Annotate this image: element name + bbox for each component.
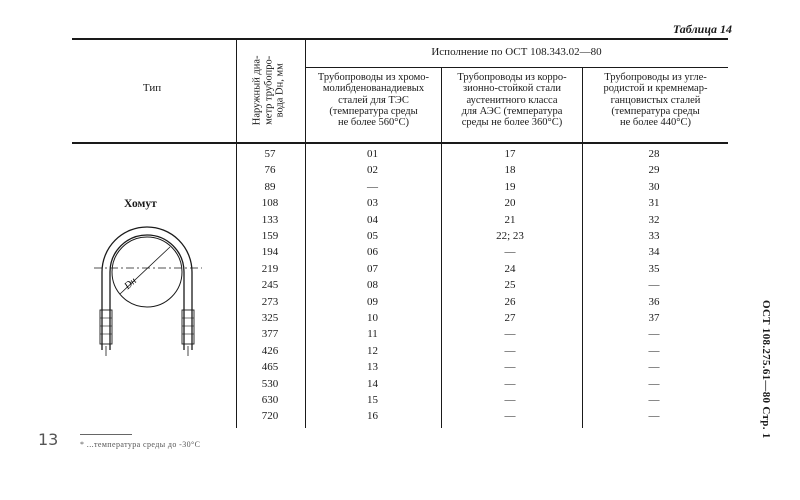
table-cell-c2: 27 xyxy=(504,312,516,324)
sub-header-line: зионно-стойкой стали xyxy=(462,83,562,95)
table-cell-c2: 26 xyxy=(504,295,516,308)
table-cell-c1: 11 xyxy=(367,328,378,341)
table-cell-c3: — xyxy=(648,377,660,390)
table-cell-c2: 17 xyxy=(504,148,516,160)
table-row xyxy=(238,197,728,214)
table-cell-c2: — xyxy=(504,377,516,390)
sub-header-line: Трубопроводы из угле- xyxy=(604,72,707,83)
table-row xyxy=(238,279,728,296)
table-cell-d: 159 xyxy=(261,230,279,242)
sub-header-line: (температура среды xyxy=(611,105,700,117)
sub-header-line: (температура среды xyxy=(329,105,418,117)
table-cell-d: 273 xyxy=(261,295,279,308)
table-cell-c2: 25 xyxy=(504,279,516,292)
table-row xyxy=(238,328,728,345)
table-cell-c1: — xyxy=(367,180,378,193)
table-cell-c2: 24 xyxy=(504,262,516,275)
sub-header-line: для АЭС (температура xyxy=(461,105,563,117)
sub-header-line: Трубопроводы из хромо- xyxy=(317,72,430,83)
table-cell-c2: — xyxy=(504,410,516,423)
sub-header-carbon xyxy=(583,72,728,129)
table-caption: Таблица 14 xyxy=(672,22,732,36)
table-row xyxy=(238,263,728,280)
table-cell-c3: 29 xyxy=(648,164,660,177)
table-cell-c3: — xyxy=(648,344,660,357)
table-cell-c2: 22; 23 xyxy=(496,230,524,242)
table-cell-c3: — xyxy=(648,394,660,406)
top-rule xyxy=(72,38,728,40)
table-cell-c1: 12 xyxy=(367,344,378,357)
table-cell-d: 720 xyxy=(261,410,279,423)
sub-header-aes xyxy=(442,72,582,129)
table-cell-c1: 05 xyxy=(367,230,378,242)
clamp-drawing xyxy=(90,222,210,362)
table-cell-c1: 13 xyxy=(367,361,378,374)
sub-header-tes xyxy=(306,72,441,129)
table-cell-c3: 35 xyxy=(648,262,660,275)
table-cell-d: 426 xyxy=(261,344,279,357)
table-cell-d: 219 xyxy=(261,262,279,275)
table-cell-c1: 06 xyxy=(367,246,378,259)
table-cell-c2: — xyxy=(504,344,516,357)
table-cell-c3: 34 xyxy=(648,246,660,259)
table-row xyxy=(238,214,728,231)
table-cell-c1: 01 xyxy=(367,148,378,160)
table-cell-d: 530 xyxy=(261,377,279,390)
table-cell-c1: 09 xyxy=(367,295,378,308)
table-cell-d: 245 xyxy=(261,279,279,292)
table-cell-c2: — xyxy=(504,246,516,259)
dn-symbol: Dн xyxy=(122,275,139,292)
table-cell-c3: 37 xyxy=(648,312,660,324)
header-bottom-rule xyxy=(72,142,728,144)
table-cell-c1: 07 xyxy=(367,262,378,275)
table-row xyxy=(238,230,728,247)
execution-rule xyxy=(305,67,728,68)
table-cell-d: 108 xyxy=(261,197,279,210)
table-cell-c2: — xyxy=(504,361,516,374)
table-cell-d: 89 xyxy=(264,180,276,193)
execution-header: Исполнение по ОСТ 108.343.02—80 xyxy=(431,46,602,58)
table-cell-c2: — xyxy=(504,328,516,341)
sub-header-line: родистой и кремнемар- xyxy=(603,83,708,95)
diameter-header-line: Наружный диа- xyxy=(251,55,263,125)
table-cell-d: 377 xyxy=(261,328,279,341)
table-row xyxy=(238,378,728,395)
table-cell-c3: — xyxy=(648,361,660,374)
table-cell-d: 57 xyxy=(264,148,276,160)
table-cell-d: 630 xyxy=(261,394,279,406)
table-cell-c3: 28 xyxy=(648,148,660,160)
sub-header-line: молибденованадиевых xyxy=(322,83,425,95)
table-cell-d: 76 xyxy=(264,164,276,177)
type-column-header: Тип xyxy=(142,82,162,94)
sub-header-line: сталей для ТЭС xyxy=(338,94,409,106)
table-cell-d: 325 xyxy=(261,312,279,324)
table-row xyxy=(238,361,728,378)
table-cell-c3: 33 xyxy=(648,230,660,242)
diameter-header-line: метр трубопро- xyxy=(263,55,275,125)
table-row xyxy=(238,296,728,313)
table-cell-d: 133 xyxy=(261,213,279,226)
table-cell-c3: 30 xyxy=(648,180,660,193)
table-row xyxy=(238,410,728,427)
sub-header-line: не более 560°С) xyxy=(338,117,409,129)
footnote: * ...температура среды до -30°С xyxy=(80,440,201,449)
table-row xyxy=(238,148,728,165)
table-cell-c2: — xyxy=(504,394,516,406)
table-cell-c3: — xyxy=(648,328,660,341)
table-cell-c1: 16 xyxy=(367,410,378,423)
table-cell-c1: 02 xyxy=(367,164,378,177)
table-cell-c2: 19 xyxy=(504,180,516,193)
table-cell-c1: 15 xyxy=(367,394,378,406)
table-row xyxy=(238,164,728,181)
table-cell-c1: 10 xyxy=(367,312,378,324)
sub-header-line: аустенитного класса xyxy=(466,94,558,106)
table-cell-d: 465 xyxy=(261,361,279,374)
table-cell-c1: 04 xyxy=(367,213,378,226)
table-cell-c1: 08 xyxy=(367,279,378,292)
table-cell-c2: 20 xyxy=(504,197,516,210)
table-row xyxy=(238,246,728,263)
diameter-column-header xyxy=(234,38,304,142)
table-cell-c3: 31 xyxy=(648,197,660,210)
table-cell-c3: — xyxy=(648,279,660,292)
side-standard-ref: ОСТ 108.275.61—80 Стр. 1 xyxy=(760,300,772,439)
table-cell-c1: 14 xyxy=(367,377,378,390)
footnote-rule xyxy=(80,434,132,435)
table-cell-d: 194 xyxy=(261,246,279,259)
sub-header-line: ганцовистых сталей xyxy=(610,94,701,106)
table-cell-c3: 36 xyxy=(648,295,660,308)
table-cell-c1: 03 xyxy=(367,197,378,210)
table-row xyxy=(238,345,728,362)
sub-header-line: не более 440°С) xyxy=(620,117,691,129)
clamp-type-label: Хомут xyxy=(124,198,157,210)
diameter-header-line: вода Dн, мм xyxy=(274,62,286,118)
table-row xyxy=(238,312,728,329)
table-cell-c2: 18 xyxy=(504,164,516,177)
sub-header-line: Трубопроводы из корро- xyxy=(457,72,567,83)
sub-header-line: среды не более 360°С) xyxy=(461,117,563,129)
table-cell-c3: — xyxy=(648,410,660,423)
table-cell-c2: 21 xyxy=(504,213,516,226)
table-row xyxy=(238,394,728,411)
table-row xyxy=(238,181,728,198)
page-mark: 13 xyxy=(38,430,59,449)
table-cell-c3: 32 xyxy=(648,213,660,226)
